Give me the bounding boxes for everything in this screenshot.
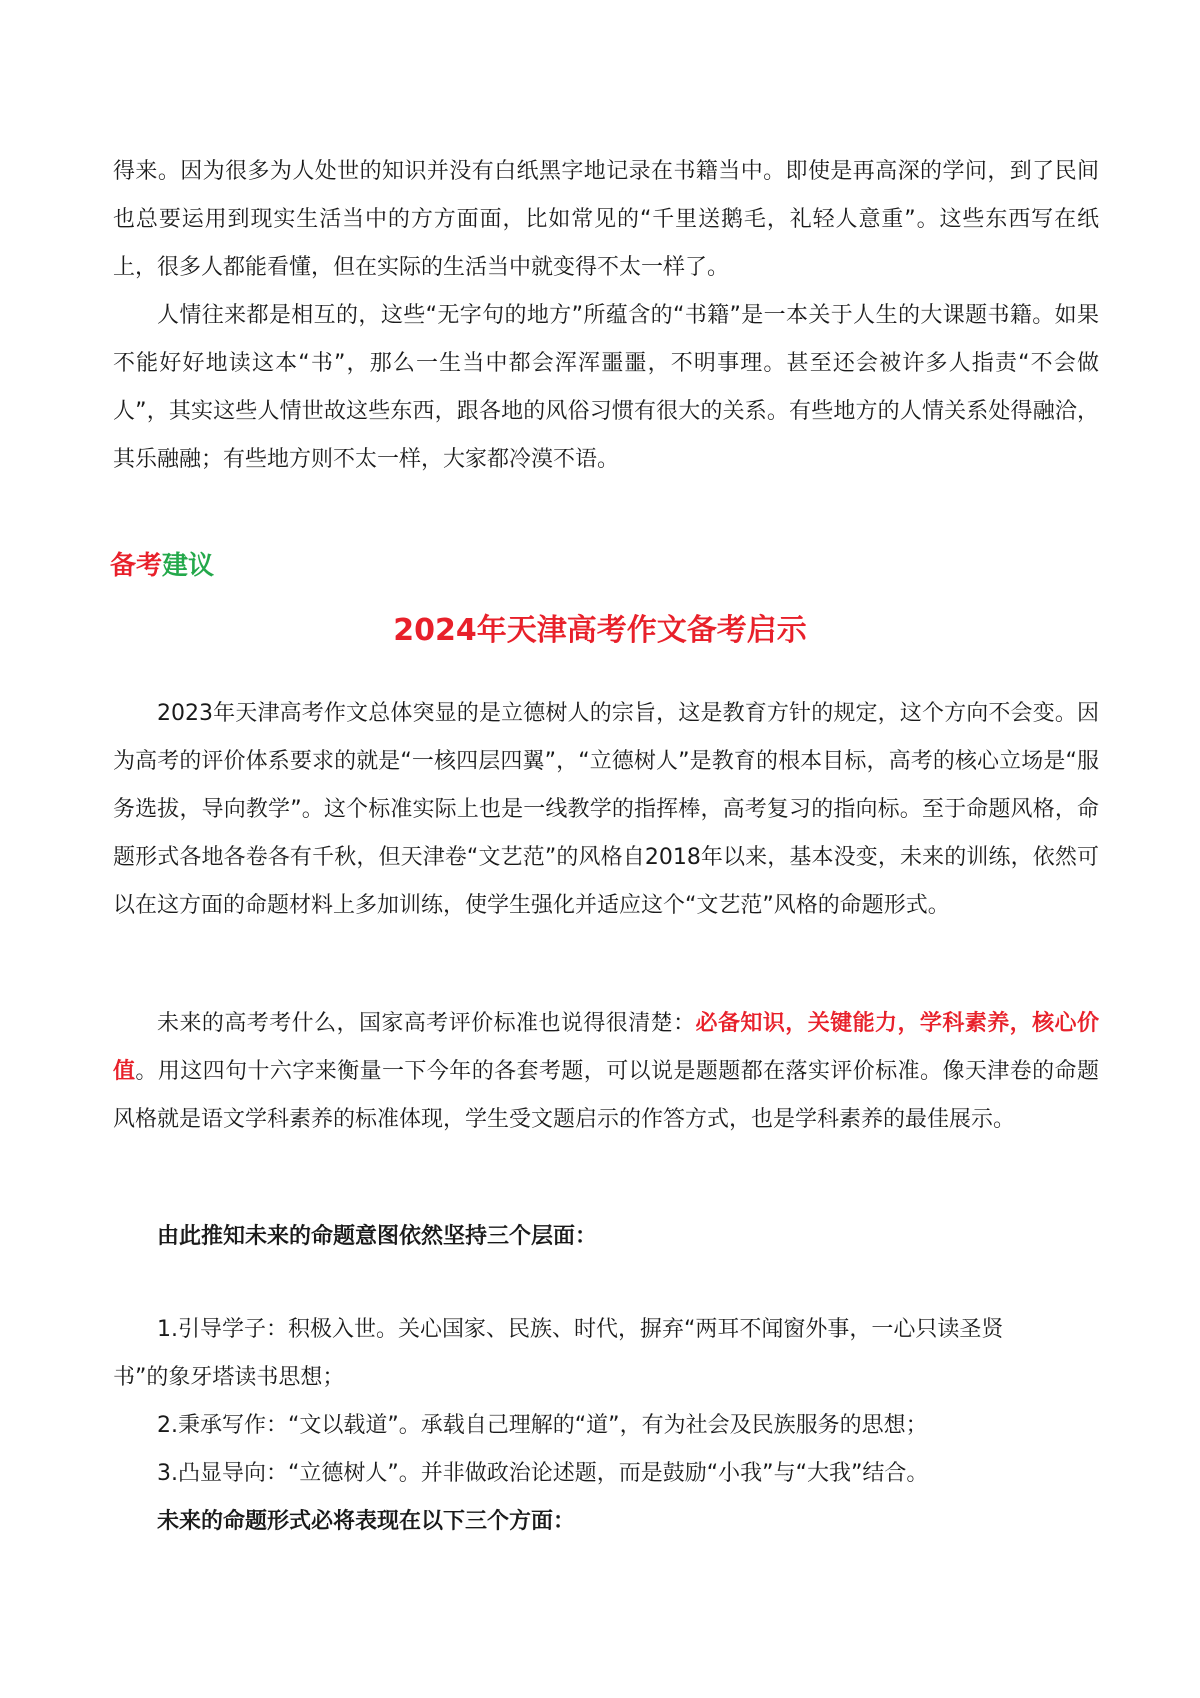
intent-item-3: 3.凸显导向：“立德树人”。并非做政治论述题，而是鼓励“小我”与“大我”结合。 bbox=[157, 1461, 929, 1486]
intent-item-1-line-1: 1.引导学子：积极入世。关心国家、民族、时代，摒弃“两耳不闻窗外事，一心只读圣贤 bbox=[157, 1317, 1004, 1342]
intent-item-1-line-2: 书”的象牙塔读书思想； bbox=[113, 1365, 345, 1390]
body-paragraph-2 bbox=[113, 1000, 1099, 1144]
intro-paragraph-1: 得来。因为很多为人处世的知识并没有白纸黑字地记录在书籍当中。即使是再高深的学问，到了民间也总要运用到现实生活当中的方方面面，比如常见的“千里送鹅毛，礼轻人意重”。这些东西写在纸上，很多人都能看懂，但在实际的生活当中就变得不太一样了。 bbox=[113, 159, 1099, 280]
document-title: 2024年天津高考作文备考启示 bbox=[393, 613, 807, 648]
section-heading-part-green: 建议 bbox=[162, 551, 215, 581]
form-heading: 未来的命题形式必将表现在以下三个方面： bbox=[157, 1509, 576, 1534]
body-paragraph-2-tail: 。用这四句十六字来衡量一下今年的各套考题，可以说是题题都在落实评价标准。像天津卷的命题风格就是语文学科素养的标准体现，学生受文题启示的作答方式，也是学科素养的最佳展示。 bbox=[113, 1059, 1099, 1132]
intro-paragraph-2: 人情往来都是相互的，这些“无字句的地方”所蕴含的“书籍”是一本关于人生的大课题书籍。如果不能好好地读这本“书”，那么一生当中都会浑浑噩噩，不明事理。甚至还会被许多人指责“不会做人”，其实这些人情世故这些东西，跟各地的风俗习惯有很大的关系。有些地方的人情关系处得融洽，其乐融融；有些地方则不太一样，大家都冷漠不语。 bbox=[113, 303, 1099, 472]
intent-item-2: 2.秉承写作：“文以载道”。承载自己理解的“道”，有为社会及民族服务的思想； bbox=[157, 1413, 928, 1438]
body-paragraph-1: 2023年天津高考作文总体突显的是立德树人的宗旨，这是教育方针的规定，这个方向不会变。因为高考的评价体系要求的就是“一核四层四翼”，“立德树人”是教育的根本目标，高考的核心立场是“服务选拔，导向教学”。这个标准实际上也是一线教学的指挥棒，高考复习的指向标。至于命题风格，命题形式各地各卷各有千秋，但天津卷“文艺范”的风格自2018年以来，基本没变，未来的训练，依然可以在这方面的命题材料上多加训练，使学生强化并适应这个“文艺范”风格的命题形式。 bbox=[113, 701, 1099, 918]
body-paragraph-2-lead: 未来的高考考什么，国家高考评价标准也说得很清楚： bbox=[157, 1011, 696, 1036]
section-heading bbox=[110, 546, 214, 586]
evaluation-standard-highlight: 必备知识，关键能力，学科素养，核心价值 bbox=[113, 1011, 1099, 1084]
section-heading-part-red: 备考 bbox=[110, 551, 163, 581]
intent-heading: 由此推知未来的命题意图依然坚持三个层面： bbox=[157, 1224, 598, 1249]
